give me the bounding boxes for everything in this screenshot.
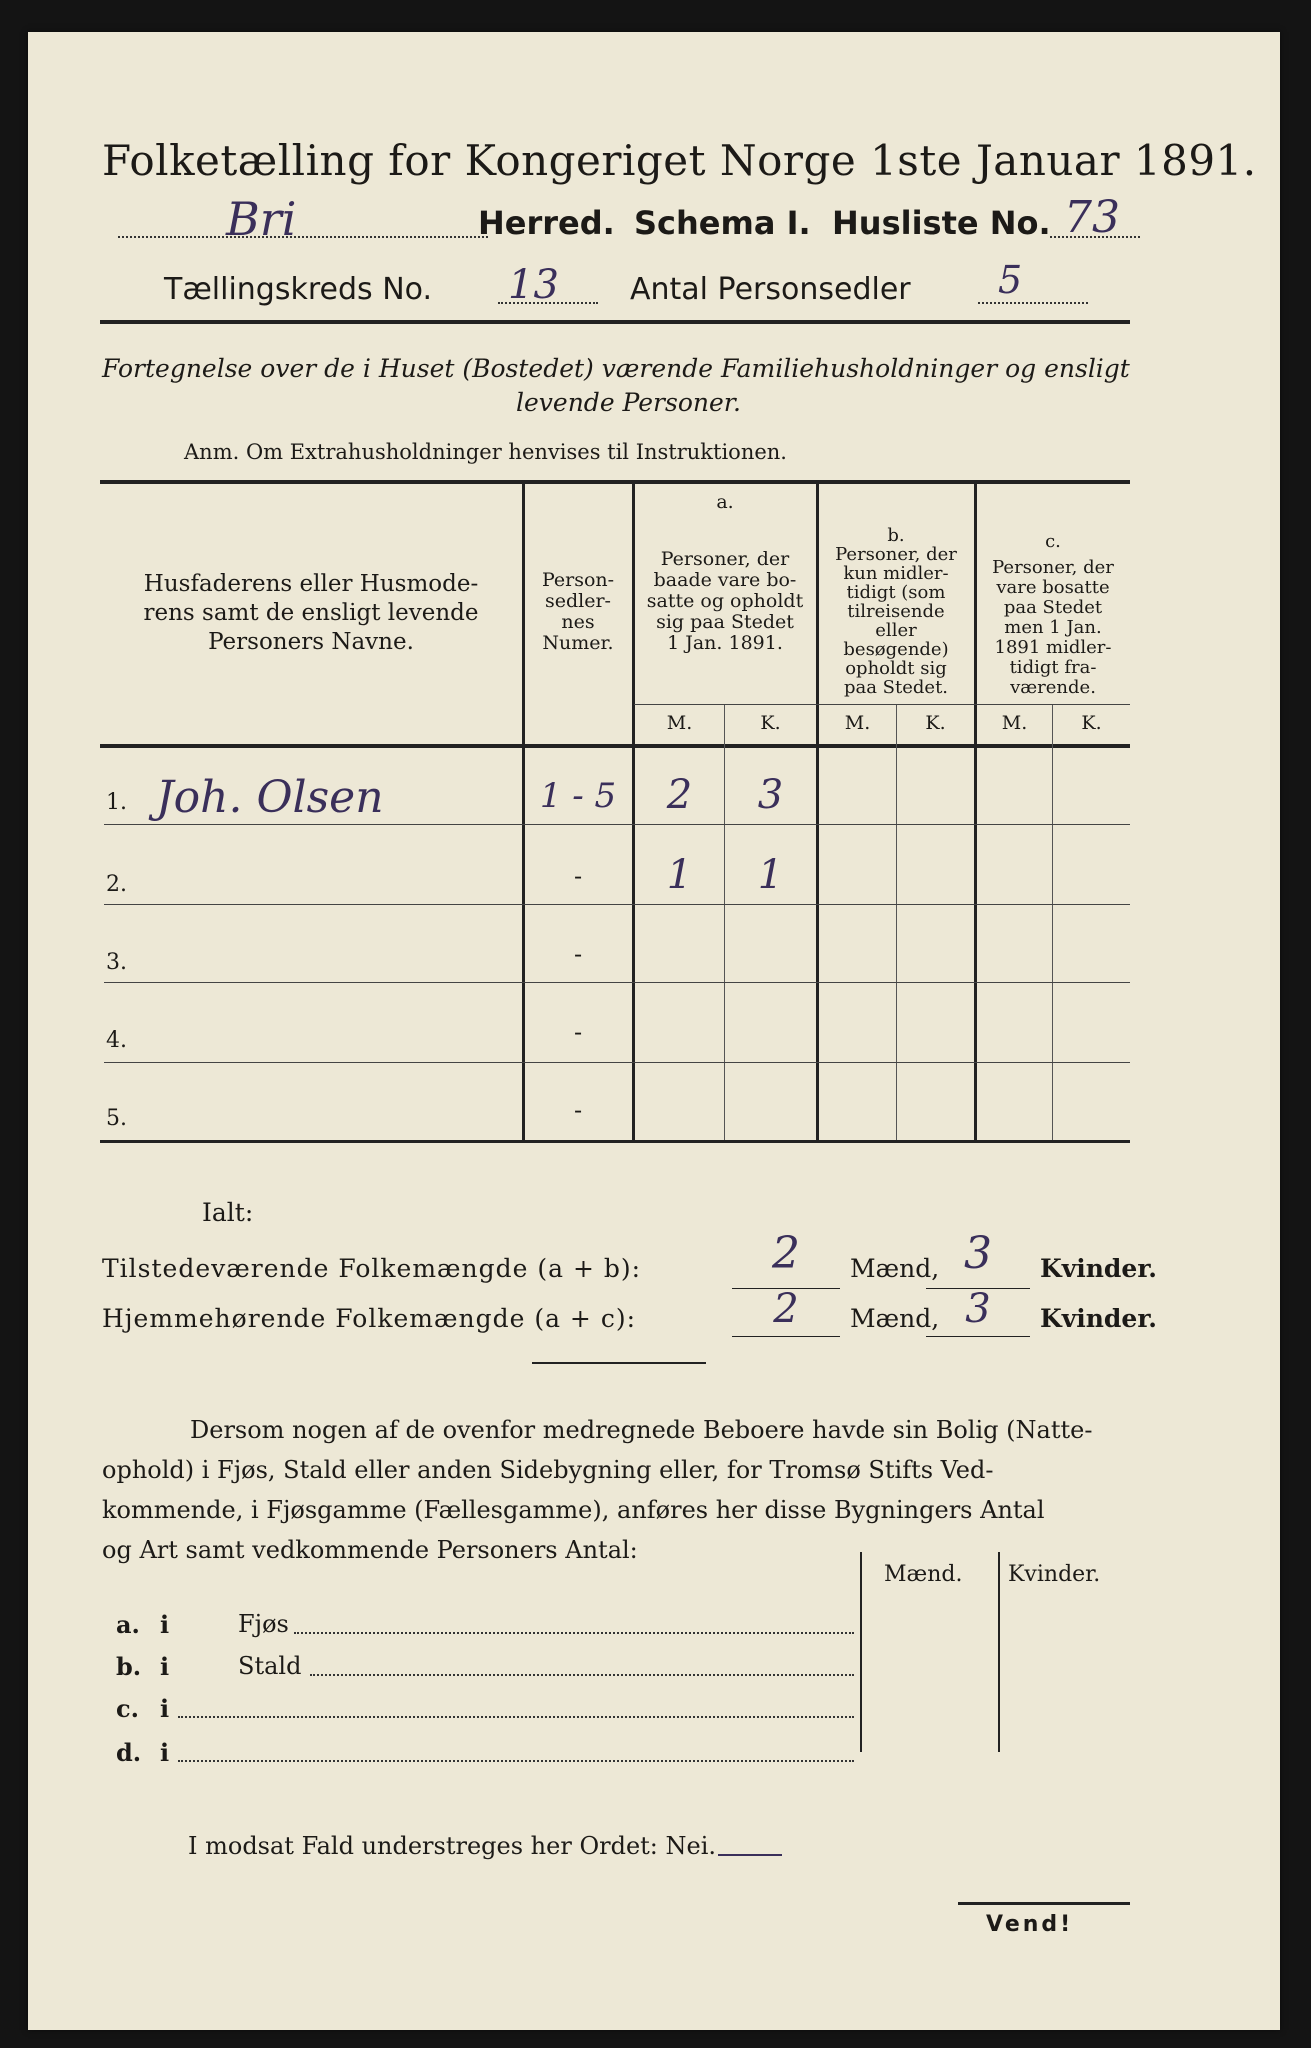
- antal-dotline: [978, 302, 1088, 304]
- census-form-page: Folketælling for Kongeriget Norge 1ste Januar 1891. Bri Herred. Schema I. Husliste No. 73 Tællingskreds No. 13 Antal Personsedler 5 Fortegnelse over de i Huset (Bostedet) værende Familiehusholdninger og ensligt levende Personer. Anm. Om Extrahusholdninger henvises til Instruktionen. Husfaderens eller Husmode- rens samt de ensligt levende Personers Navne. Person- sedler- nes Numer. a. Personer, der baade vare bo- satte og opholdt sig paa Stedet 1 Jan. 1891. b. Personer, der kun midler- tidigt (som tilreisende eller besøgende) opholdt sig paa Stedet. c. Personer, der vare bosatte paa Stedet men 1 Jan. 1891 midler- tidigt fra- værende. M. K. M. K. M. K. 1. Joh. Olsen 1 - 5 2 3 2. - 1 1 3. - 4. - 5. - Ialt: Tilstedeværende Folkemængde (a + b): 2 Mænd, 3 Kvinder. Hjemmehørende Folkemængde (a + c): 2 Mænd, 3 Kvinder. Dersom nogen af de ovenfor medregnede Beboere havde sin Bolig (Natte- ophold) i Fjøs, Stald eller anden Sidebygning eller, for Tromsø Stifts Ved- kommende, i Fjøsgamme (Fællesgamme), anføres her disse Bygningers Antal og Art samt vedkommende Personers Antal: Mænd. Kvinder. a. i Fjøs b. i Stald c. i d. i I modsat Fald understreges her Ordet: Nei. Vend!: [28, 32, 1280, 2030]
- vend-rule: [958, 1902, 1130, 1905]
- herred-value: Bri: [226, 192, 297, 246]
- husliste-value: 73: [1064, 192, 1120, 243]
- header-col-a: a. Personer, der baade vare bo- satte og opholdt sig paa Stedet 1 Jan. 1891.: [646, 491, 804, 654]
- antal-value: 5: [998, 258, 1023, 302]
- header-b-m: M.: [844, 712, 871, 734]
- row-numer: -: [573, 1018, 583, 1046]
- col-divider-b-mk: [896, 704, 897, 1140]
- col-divider-c-mk: [1052, 704, 1053, 1140]
- buildings-kvinder-header: Kvinder.: [1008, 1562, 1101, 1587]
- tilstede-kvinder-value: 3: [964, 1228, 992, 1279]
- antal-label: Antal Personsedler: [630, 272, 911, 307]
- row-numer: 1 - 5: [539, 776, 617, 816]
- fortegnelse-line2: levende Personer.: [516, 388, 741, 417]
- header-numer: Person- sedler- nes Numer.: [541, 569, 615, 654]
- col-divider-a-mk: [724, 704, 725, 1140]
- schema-label: Schema I.: [634, 204, 811, 242]
- row-a-m: 1: [666, 852, 693, 898]
- row-number: 2.: [106, 872, 127, 897]
- hjemme-maend-value: 2: [773, 1286, 799, 1332]
- kreds-label: Tællingskreds No.: [164, 272, 432, 307]
- row-number: 5.: [106, 1106, 127, 1131]
- row-a-k: 3: [757, 772, 784, 818]
- tilstede-kvinder-label: Kvinder.: [1040, 1254, 1157, 1283]
- row-number: 4.: [106, 1028, 127, 1053]
- hjemme-kvinder-label: Kvinder.: [1040, 1304, 1157, 1333]
- form-title: Folketælling for Kongeriget Norge 1ste Januar 1891.: [102, 136, 1257, 185]
- hjemme-label: Hjemmehørende Folkemængde (a + c):: [102, 1304, 636, 1333]
- row-numer: -: [573, 862, 583, 890]
- row-a-k: 1: [757, 852, 784, 898]
- row-numer: -: [573, 940, 583, 968]
- table-bottom-rule: [100, 1140, 1130, 1143]
- tilstede-label: Tilstedeværende Folkemængde (a + b):: [102, 1254, 642, 1283]
- kreds-value: 13: [508, 262, 559, 308]
- hjemme-maend-label: Mænd,: [850, 1304, 940, 1333]
- husliste-label: Husliste No.: [832, 204, 1051, 242]
- row-numer: -: [573, 1096, 583, 1124]
- row-number: 3.: [106, 950, 127, 975]
- header-rule: [100, 320, 1130, 324]
- header-c-m: M.: [1001, 712, 1028, 734]
- anm-note: Anm. Om Extrahusholdninger henvises til Instruktionen.: [184, 440, 787, 464]
- section-divider: [532, 1362, 706, 1364]
- fortegnelse-line1: Fortegnelse over de i Huset (Bostedet) værende Familiehusholdninger og ensligt: [102, 354, 1130, 383]
- vend-label: Vend!: [986, 1912, 1074, 1937]
- header-b-k: K.: [925, 712, 946, 734]
- tilstede-maend-value: 2: [772, 1228, 800, 1279]
- herred-dotline: [118, 236, 488, 238]
- header-a-k: K.: [760, 712, 781, 734]
- hjemme-kvinder-value: 3: [965, 1286, 991, 1332]
- herred-label: Herred.: [478, 204, 615, 242]
- mk-subheader-rule: [634, 704, 1130, 705]
- modsat-line: I modsat Fald understreges her Ordet: Nei.: [188, 1832, 717, 1860]
- ialt-label: Ialt:: [202, 1198, 254, 1227]
- buildings-maend-header: Mænd.: [884, 1562, 963, 1587]
- row-a-m: 2: [666, 772, 693, 818]
- header-c-k: K.: [1081, 712, 1102, 734]
- tilstede-maend-label: Mænd,: [850, 1254, 940, 1283]
- header-a-m: M.: [666, 712, 693, 734]
- nei-underline: [718, 1854, 782, 1856]
- row-name: Joh. Olsen: [156, 772, 384, 823]
- row-number: 1.: [106, 790, 127, 815]
- header-col-c: c. Personer, der vare bosatte paa Stedet men 1 Jan. 1891 midler- tidigt fra- værende.: [992, 531, 1114, 698]
- buildings-col-divider-2: [998, 1552, 1000, 1752]
- buildings-col-divider-1: [860, 1552, 862, 1752]
- header-names: Husfaderens eller Husmode- rens samt de ensligt levende Personers Navne.: [143, 571, 479, 655]
- buildings-paragraph: Dersom nogen af de ovenfor medregnede Beboere havde sin Bolig (Natte- ophold) i Fjøs, Stald eller anden Sidebygning eller, for Tromsø Stifts Ved- kommende, i Fjøsgamme (Fællesgamme), anføres her disse Bygningers Antal og Art samt vedkommende Personers Antal:: [102, 1416, 1093, 1564]
- header-col-b: b. Personer, der kun midler- tidigt (som tilreisende eller besøgende) opholdt sig paa Stedet.: [835, 525, 957, 698]
